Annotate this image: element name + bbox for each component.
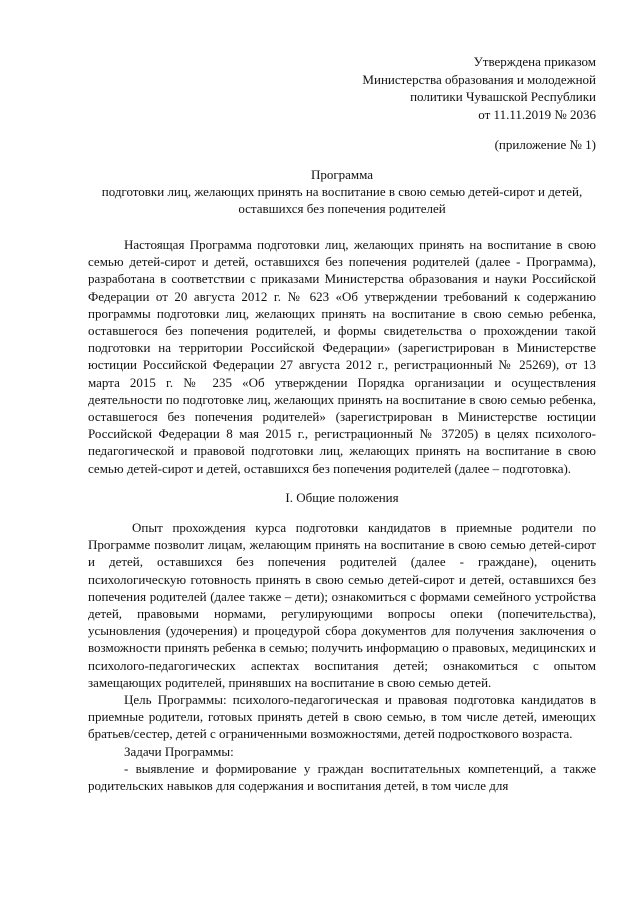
title-line-2: подготовки лиц, желающих принять на воспитание в свою семью детей-сирот и детей, оставшихся без попечения родителей <box>101 184 583 216</box>
document-title <box>88 166 596 217</box>
approval-line-1: Утверждена приказом <box>473 54 596 69</box>
title-line-1: Программа <box>310 167 374 182</box>
section-paragraph-4: - выявление и формирование у граждан воспитательных компетенций, а также родительских навыков для содержания и воспитания детей, в том числе для <box>88 760 596 794</box>
section-paragraph-2: Цель Программы: психолого-педагогическая и правовая подготовка кандидатов в приемные родители, готовых принять детей в свою семью, в том числе детей, имеющих братьев/сестер, детей с ограниченными возможностями, детей подросткового возраста. <box>88 692 596 742</box>
appendix-label: (приложение № 1) <box>494 137 596 152</box>
approval-line-2: Министерства образования и молодежной <box>362 71 596 87</box>
approval-line-3: политики Чувашской Республики <box>410 89 596 104</box>
section-heading: I. Общие положения <box>285 489 399 505</box>
approval-stamp <box>362 53 596 123</box>
section-paragraph-1: Опыт прохождения курса подготовки кандидатов в приемные родители по Программе позволит лицам, желающим принять на воспитание в свою семью детей-сирот и детей, оставшихся без попечения родителей (далее - граждане), оценить психологическую готовность принять в свою семью детей-сирот и детей, оставшихся без попечения родителей (далее также – дети); ознакомиться с формами семейного устройства детей, правовыми нормами, регулирующими вопросы опеки (попечительства), усыновления (удочерения) и процедурой сбора документов для получения заключения о возможности принять ребенка в семью; получить информацию о правовых, медицинских и психолого-педагогических аспектах воспитания детей; ознакомиться с опытом замещающих родителей, принявших на воспитание в свою семью детей. <box>88 520 596 690</box>
document-body <box>88 236 596 794</box>
section-paragraph-3: Задачи Программы: <box>124 743 234 759</box>
intro-paragraph: Настоящая Программа подготовки лиц, желающих принять на воспитание в свою семью детей-сирот и детей, оставшихся без попечения родителей (далее - Программа), разработана в соответствии с приказами Министерства образования и науки Российской Федерации от 20 августа 2012 г. № 623 «Об утверждении требований к содержанию программы подготовки лиц, желающих принять на воспитание в свою семью ребенка, оставшегося без попечения родителей, и формы свидетельства о прохождении такой подготовки на территории Российской Федерации» (зарегистрирован в Министерстве юстиции Российской Федерации 27 августа 2012 г., регистрационный № 25269), от 13 марта 2015 г. № 235 «Об утверждении Порядка организации и осуществления деятельности по подготовке лиц, желающих принять на воспитание в свою семью ребенка, оставшегося без попечения родителей» (зарегистрирован в Министерстве юстиции Российской Федерации 8 мая 2015 г., регистрационный № 37205) в целях психолого-педагогической и правовой подготовки лиц, желающих принять на воспитание в свою семью детей-сирот и детей, оставшихся без попечения родителей (далее – подготовка). <box>88 237 596 476</box>
approval-line-4: от 11.11.2019 № 2036 <box>478 106 596 122</box>
